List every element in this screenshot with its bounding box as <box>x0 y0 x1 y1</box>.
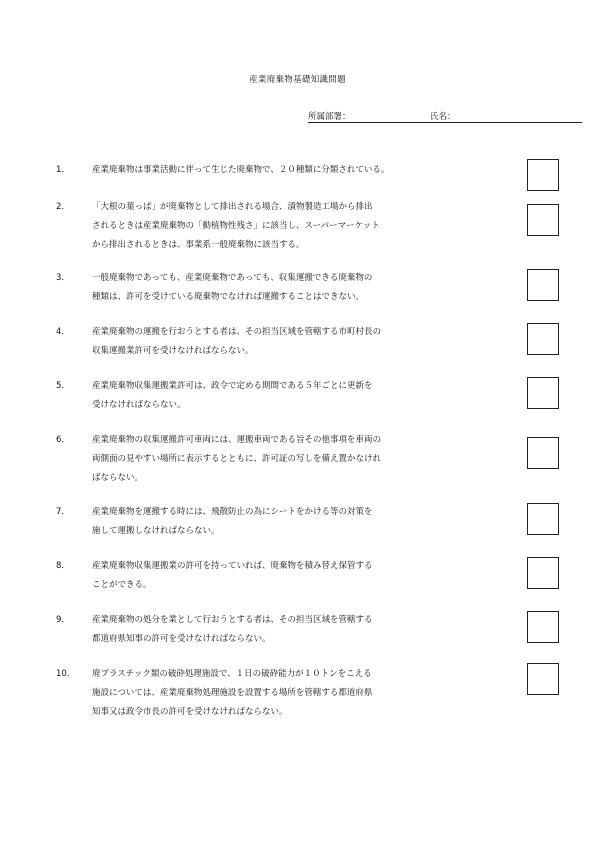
question-line: 受けなければならない。 <box>92 400 186 410</box>
question-text <box>92 323 442 361</box>
question-number: 3． <box>56 273 70 283</box>
question-text <box>92 611 442 649</box>
question-number: 9． <box>56 615 70 625</box>
page-title: 産業廃棄物基礎知識問題 <box>249 75 346 85</box>
question-line: 両側面の見やすい場所に表示するとともに、許可証の写しを備え置かなけれ <box>92 454 382 464</box>
question-number: 4． <box>56 327 70 337</box>
question-line: 産業廃棄物の収集運搬許可車両には、運搬車両である旨その他事項を車両の <box>92 435 382 445</box>
question-line: 産業廃棄物の運搬を行おうとする者は、その担当区域を管轄する市町村長の <box>92 327 382 337</box>
question-line: 一般廃棄物であっても、産業廃棄物であっても、収集運搬できる廃棄物の <box>92 273 373 283</box>
question-text <box>92 431 442 488</box>
question-line: 「大根の葉っぱ」が廃棄物として排出される場合、漬物製造工場から排出 <box>92 202 373 212</box>
question-line: 収集運搬業許可を受けなければならない。 <box>92 346 254 356</box>
answer-box[interactable] <box>527 377 559 409</box>
question-number: 7． <box>56 507 70 517</box>
answer-box[interactable] <box>527 557 559 589</box>
question-number: 1． <box>56 165 70 175</box>
question-text <box>92 198 442 255</box>
question-text <box>92 377 442 415</box>
question-line: 産業廃棄物収集運搬業許可は、政令で定める期間である５年ごとに更新を <box>92 381 373 391</box>
question-number: 5． <box>56 381 70 391</box>
question-line: 産業廃棄物収集運搬業の許可を持っていれば、廃棄物を積み替え保管する <box>92 561 373 571</box>
question-line: 産業廃棄物の処分を業として行おうとする者は、その担当区域を管轄する <box>92 615 373 625</box>
answer-box[interactable] <box>527 204 559 236</box>
question-line: 産業廃棄物を運搬する時には、飛散防止の為にシートをかける等の対策を <box>92 507 373 517</box>
question-line: ことができる。 <box>92 580 152 590</box>
question-line: 廃プラスチック類の破砕処理施設で、１日の破砕能力が１０トンをこえる <box>92 669 372 679</box>
question-text <box>92 557 442 595</box>
question-text <box>92 503 442 541</box>
question-line: ばならない。 <box>92 473 144 483</box>
question-number: 6． <box>56 435 70 445</box>
answer-box[interactable] <box>527 663 559 695</box>
question-line: から排出されるときは、事業系一般廃棄物に該当する。 <box>92 240 305 250</box>
question-line: されるときは産業廃棄物の「動植物性残さ」に該当し、スーパーマーケット <box>92 221 380 231</box>
question-line: 都道府県知事の許可を受けなければならない。 <box>92 634 271 644</box>
question-text <box>92 665 442 722</box>
question-number: 10． <box>56 669 76 679</box>
department-label: 所属部署： <box>308 112 351 122</box>
name-label: 氏名： <box>430 112 456 122</box>
question-text <box>92 161 442 180</box>
answer-box[interactable] <box>527 437 559 469</box>
question-line: 産業廃棄物は事業活動に伴って生じた廃棄物で、２０種類に分類されている。 <box>92 165 390 175</box>
question-number: 2． <box>56 202 70 212</box>
question-line: 施設については、産業廃棄物処理施設を設置する場所を管轄する都道府県 <box>92 688 373 698</box>
answer-header <box>308 110 582 123</box>
answer-box[interactable] <box>527 503 559 535</box>
question-line: 種類は、許可を受けている廃棄物でなければ運搬することはできない。 <box>92 292 365 302</box>
answer-box[interactable] <box>527 611 559 643</box>
answer-box[interactable] <box>527 323 559 355</box>
question-number: 8． <box>56 561 70 571</box>
question-line: 知事又は政令市長の許可を受けなければならない。 <box>92 707 288 717</box>
answer-box[interactable] <box>527 269 559 301</box>
question-line: 施して運搬しなければならない。 <box>92 526 220 536</box>
question-text <box>92 269 442 307</box>
answer-box[interactable] <box>527 159 559 191</box>
